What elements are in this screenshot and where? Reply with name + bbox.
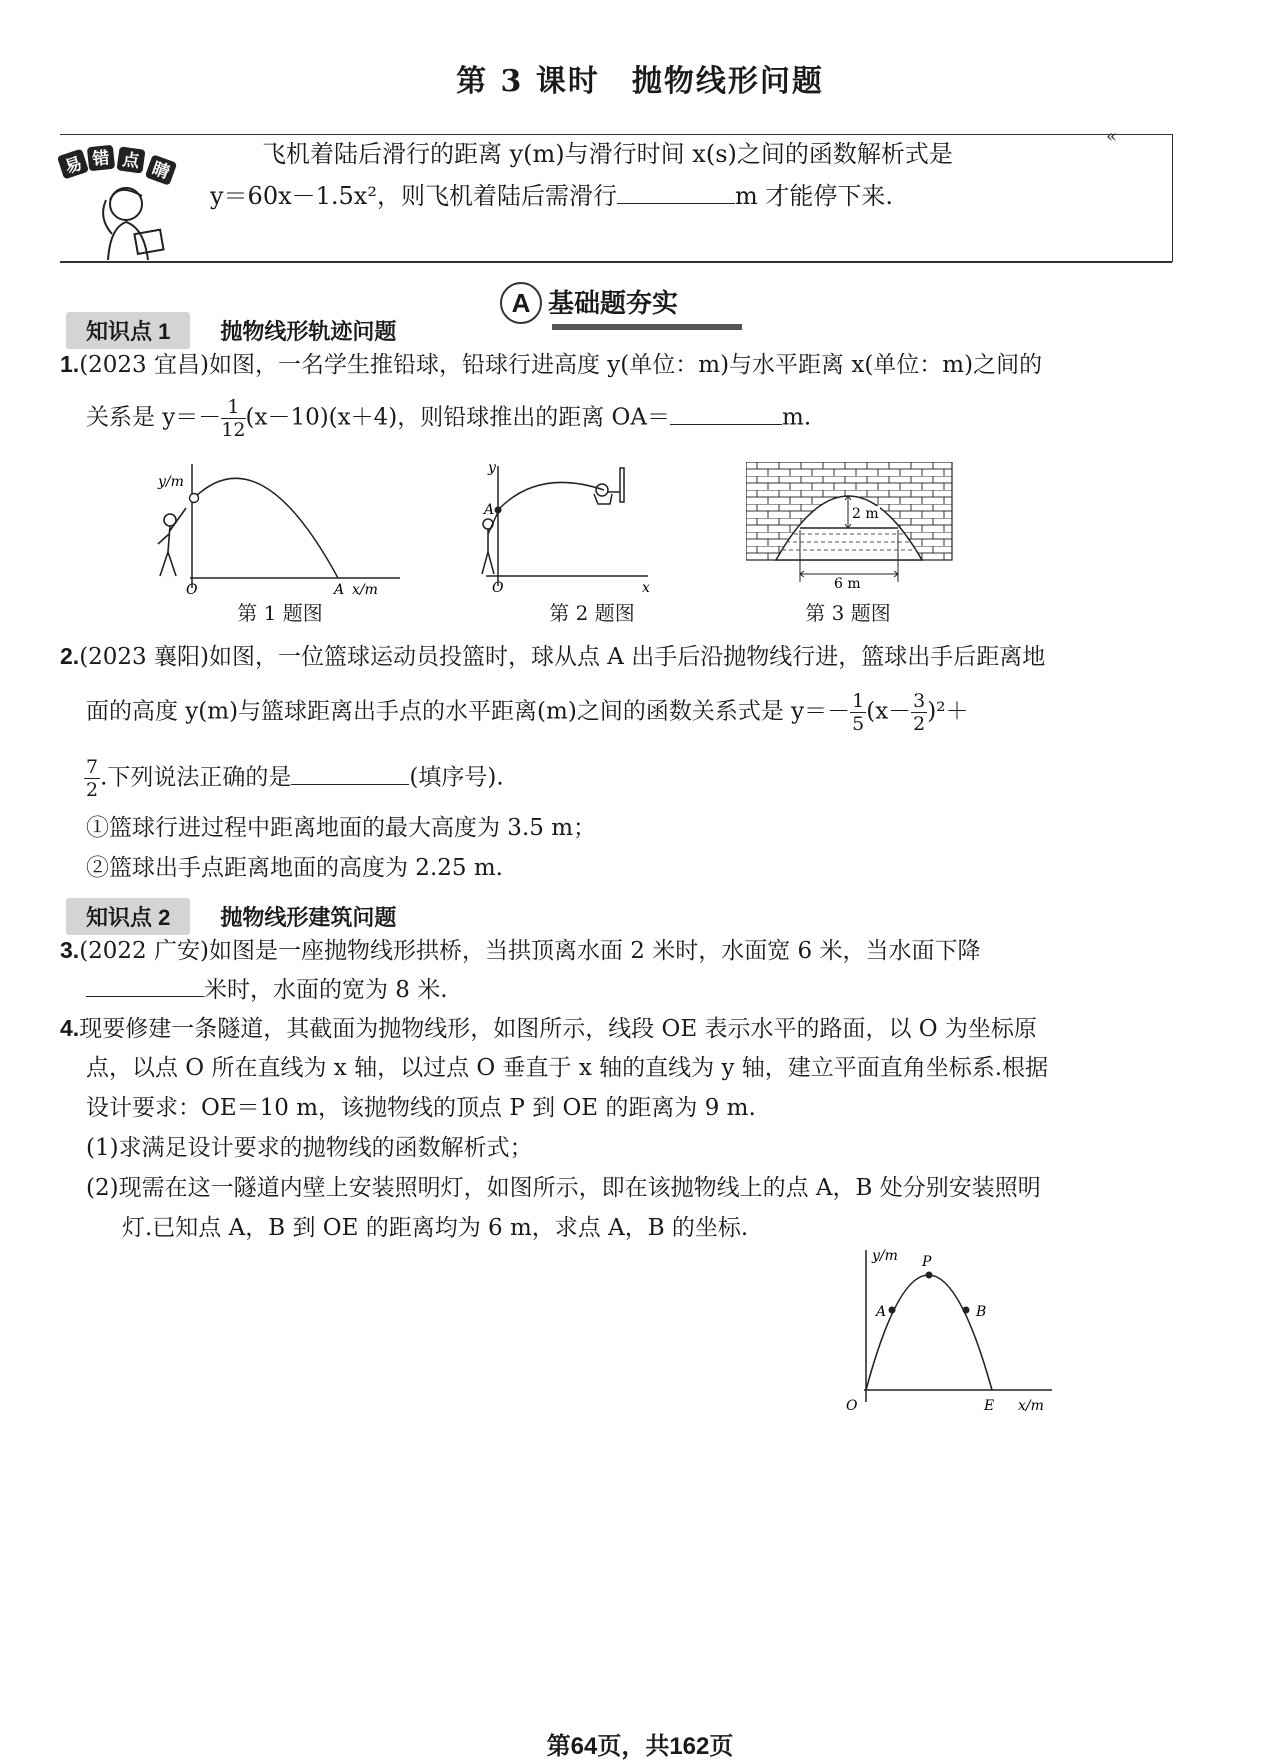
question-2-line2: [86, 690, 968, 735]
question-4-text: 现要修建一条隧道，其截面为抛物线形，如图所示，线段 OE 表示水平的路面，以 O 为坐标原: [79, 1016, 1037, 1042]
question-2-line1: [60, 636, 1045, 677]
page-title: 第 3 课时 抛物线形问题: [456, 64, 824, 99]
q2-line2-pre: 面的高度 y(m)与篮球距离出手点的水平距离(m)之间的函数关系式是 y＝－: [86, 698, 851, 725]
question-4-part1: (1)求满足设计要求的抛物线的函数解析式；: [86, 1135, 533, 1161]
kp2-title: 抛物线形建筑问题: [220, 905, 397, 930]
q1-line2-post: m.: [782, 404, 812, 431]
figure-1-caption: 第 1 题图: [237, 601, 323, 625]
q2-f2-num: 3: [913, 690, 926, 712]
question-4-line3: 设计要求：OE＝10 m，该抛物线的顶点 P 到 OE 的距离为 9 m.: [86, 1095, 756, 1121]
question-2-line3: [84, 756, 504, 801]
q1-fraction: [221, 396, 245, 441]
question-4-line1: [60, 1008, 1037, 1049]
q2-f3-num: 7: [86, 756, 99, 778]
question-3-line1: [60, 930, 981, 971]
question-4-line2: 点，以点 O 所在直线为 x 轴，以过点 O 垂直于 x 轴的直线为 y 轴，建立平面直角坐标系.根据: [86, 1055, 1049, 1081]
q2-fraction-1: [850, 690, 866, 735]
warning-line2-post: m 才能停下来.: [734, 182, 893, 210]
q3-line2-text: 米时，水面的宽为 8 米.: [204, 977, 448, 1003]
warning-line1: 飞机着陆后滑行的距离 y(m)与滑行时间 x(s)之间的函数解析式是: [262, 140, 953, 168]
answer-blank-warning[interactable]: [617, 177, 735, 204]
fig2-x-label: x: [642, 580, 650, 596]
question-2-text: (2023 襄阳)如图，一位篮球运动员投篮时，球从点 A 出手后沿抛物线行进，篮球出手后距离地: [79, 644, 1046, 670]
fig2-y-label: y: [488, 460, 496, 476]
question-3-number: 3.: [60, 937, 80, 963]
fig3-width-label: 6 m: [834, 576, 861, 592]
figure-3-arch-bridge: [746, 462, 954, 600]
warning-line2-pre: y＝60x－1.5x²，则飞机着陆后需滑行: [210, 182, 617, 210]
fig4-point-e: E: [984, 1398, 995, 1414]
fig2-origin: O: [492, 580, 504, 596]
cartoon-char-4: 睛: [149, 158, 173, 184]
q2-option-2: ②篮球出手点距离地面的高度为 2.25 m.: [86, 855, 503, 881]
question-1-number: 1.: [60, 351, 80, 377]
q2-fraction-2: [911, 690, 927, 735]
divider: [60, 262, 1172, 263]
fig4-vertex-p: P: [922, 1254, 932, 1270]
fig1-point-a: A: [334, 582, 345, 598]
question-3-text: (2022 广安)如图是一座抛物线形拱桥，当拱顶离水面 2 米时，水面宽 6 米，当水面下降: [79, 938, 981, 964]
section-badge: A: [500, 282, 542, 324]
warning-line2: [210, 172, 893, 220]
fig4-y-label: y/m: [872, 1248, 898, 1264]
question-1-text: (2023 宜昌)如图，一名学生推铅球，铅球行进高度 y(单位：m)与水平距离 x(单位：m)之间的: [79, 352, 1043, 378]
double-arrow-icon: «: [1106, 126, 1118, 147]
cartoon-char-3: 点: [121, 149, 141, 173]
fig4-point-b: B: [976, 1304, 987, 1320]
q2-f2-den: 2: [913, 713, 926, 735]
q2-line2-mid: (x－: [866, 698, 912, 725]
question-4-number: 4.: [60, 1015, 80, 1041]
fig3-height-label: 2 m: [852, 506, 879, 522]
fig4-x-label: x/m: [1018, 1398, 1044, 1414]
q1-frac-num: 1: [221, 396, 245, 419]
q1-frac-den: 12: [221, 419, 246, 441]
figure-2-caption: 第 2 题图: [549, 601, 635, 625]
question-1-line1: [60, 344, 1042, 385]
q1-line2-pre: 关系是 y＝－: [86, 404, 222, 431]
section-heading: [500, 282, 678, 324]
q2-line2-post: )²＋: [927, 698, 969, 725]
q2-line3-pre: .下列说法正确的是: [100, 764, 292, 791]
answer-blank-q1[interactable]: [670, 398, 782, 425]
fig4-origin: O: [846, 1398, 858, 1414]
section-title: 基础题夯实: [548, 289, 679, 319]
q1-line2-mid: (x－10)(x＋4)，则铅球推出的距离 OA＝: [245, 404, 671, 431]
fig2-point-a: A: [484, 502, 495, 518]
fig1-y-label: y/m: [158, 474, 184, 490]
q2-fraction-3: [84, 756, 100, 801]
answer-blank-q2[interactable]: [291, 758, 409, 785]
q2-option-1: ①篮球行进过程中距离地面的最大高度为 3.5 m；: [86, 815, 597, 841]
page-footer: 第64页，共162页: [546, 1733, 734, 1760]
figure-2-basketball: [478, 456, 678, 598]
kp1-tag: 知识点 1: [66, 312, 190, 349]
fig1-origin: O: [186, 582, 198, 598]
question-4-part2-line2: 灯.已知点 A，B 到 OE 的距离均为 6 m，求点 A，B 的坐标.: [122, 1215, 749, 1241]
question-4-part2-line1: (2)现需在这一隧道内壁上安装照明灯，如图所示，即在该抛物线上的点 A，B 处分别安装照明: [86, 1175, 1041, 1201]
question-2-number: 2.: [60, 643, 80, 669]
student-cartoon-icon: [58, 144, 196, 262]
question-1-line2: [86, 396, 811, 441]
answer-blank-q3[interactable]: [86, 970, 204, 997]
figure-1-shot-put: [150, 458, 440, 598]
q2-line3-post: (填序号).: [409, 764, 504, 791]
section-underline: [552, 324, 742, 330]
fig4-point-a: A: [876, 1304, 887, 1320]
cartoon-char-2: 错: [91, 148, 111, 170]
cartoon-char-1: 易: [62, 153, 85, 179]
q2-f1-den: 5: [852, 713, 865, 735]
question-3-line2: [86, 970, 448, 1010]
q2-f1-num: 1: [852, 690, 865, 712]
kp2-tag: 知识点 2: [66, 898, 190, 935]
q2-f3-den: 2: [86, 779, 99, 801]
kp1-title: 抛物线形轨迹问题: [220, 319, 397, 344]
fig1-x-label: x/m: [352, 582, 378, 598]
figure-3-caption: 第 3 题图: [805, 601, 891, 625]
figure-4-tunnel-parabola: [842, 1244, 1062, 1420]
